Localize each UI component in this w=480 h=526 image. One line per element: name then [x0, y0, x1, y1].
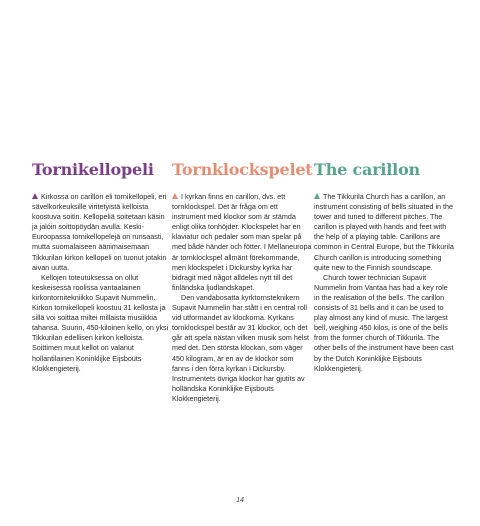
swedish-column: [172, 160, 312, 404]
finnish-paragraph-2: Kellojen toteutuksessa on ollut keskeisessä roolissa vantaalainen kirkontornitekniikko Supavit Nummelin. Kirkon tornikellopeli koostuu 31 kellosta ja sillä voi soittaa miltei millaista musiikkia tahansa. Suurin, 450-kiloinen kello, on yksi Tikkurilan edellisen kirkon kelloista. Soittimen muut kellot on valanut hollantilainen Koninklijke Eijsbouts Klokkengieterij.: [32, 272, 169, 373]
finnish-heading: Tornikellopeli: [32, 160, 154, 179]
triangle-bullet-icon: [314, 193, 320, 199]
english-paragraph-2: Church tower technician Supavit Nummelin from Vantaa has had a key role in the realisation of the bells. The carillon consists of 31 bells and it can be used to play almost any kind of music. The largest bell, weighing 450 kilos, is one of the bells from the former church of Tikkurila. The other bells of the instrument have been cast by the Dutch Koninklijke Eijsbouts Klokkengieterij.: [314, 272, 454, 373]
swedish-heading: Tornklockspelet: [172, 160, 313, 179]
swedish-paragraph-2: Den vandabosatta kyrktornsteknikern Supavit Nummelin har stått i en central roll vid utformandet av klockorna. Kyrkans tornklockspel består av 31 klockor, och det går att spela nästan vilken musik som helst med det. Den största klockan, som väger 450 kilogram, är en av de klockor som fanns i den förra kyrkan i Dickursby. Instrumentets övriga klockor har gjutits av holländska Koninklijke Eijsbouts Klokkengieterij.: [172, 292, 310, 403]
finnish-column: [32, 160, 172, 374]
english-column: [314, 160, 454, 374]
triangle-bullet-icon: [32, 193, 38, 199]
finnish-paragraph-1: Kirkossa on carillon eli tornikellopeli, eri sävelkorkeuksille viritetyistä kelloista koostuva soitin. Kellopeliä soitetaan käsin ja jalóin soittopöydän avulla. Keski-Euroopassa tornikellopelejä on runsaasti, mutta suomalaiseen äänimaisemaan Tikkurilan kirkon kellopeli on tuonut jotakin aivan uutta.: [32, 192, 167, 272]
triangle-bullet-icon: [172, 193, 178, 199]
english-heading: The carillon: [314, 160, 420, 179]
page-number: 14: [236, 497, 244, 504]
english-paragraph-1: The Tikkurila Church has a carillon, an instrument consisting of bells situated in the tower and tuned to different pitches. The carillon is played with hands and feet with the help of a playing table. Carillons are common in Central Europe, but the Tikkurila Church carillon is introducing something quite new to the Finnish soundscape.: [314, 192, 454, 272]
swedish-paragraph-1: I kyrkan finns en carillon, dvs. ett tornklockspel. Det är fråga om ett instrument med klockor som är stämda enligt olika tonhöjder. Klockspelet har en klaviatur och pedaler som man spelar på med både händer och fötter. I Mellaneuropa är tornklockspel allmänt förekommande, men klockspelet i Dickursby kyrka har bidragit med något alldeles nytt till det finländska ljudlandskapet.: [172, 192, 312, 292]
